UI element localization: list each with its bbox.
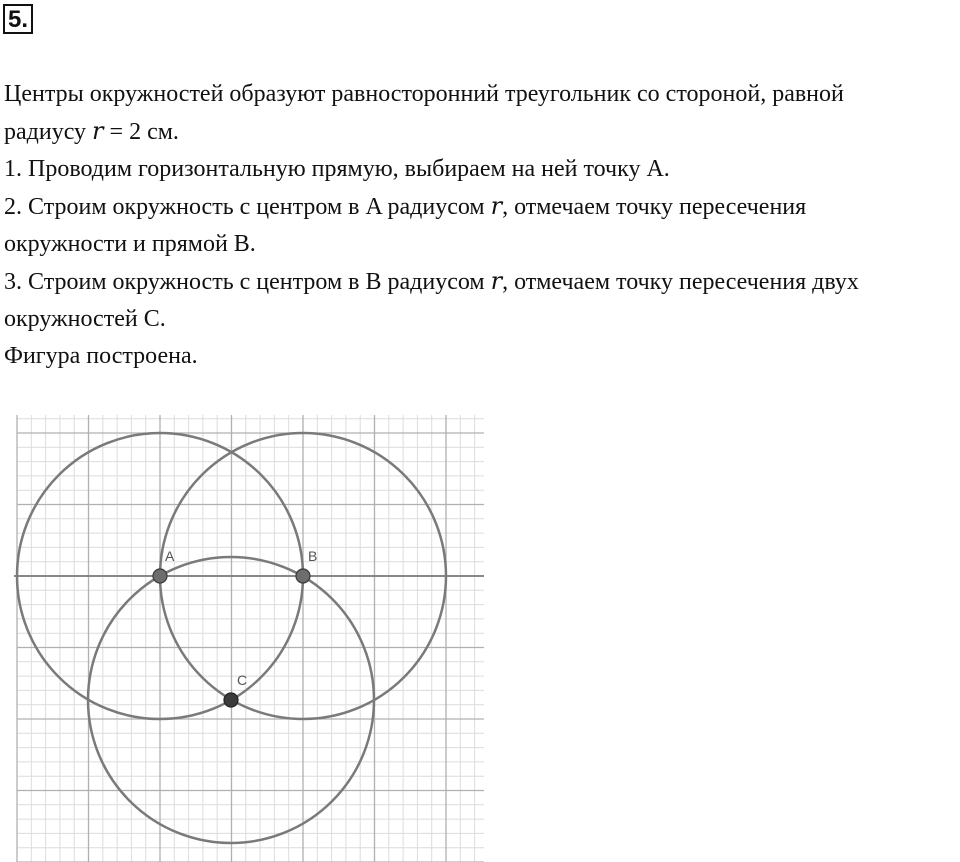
- step-3-variable: r: [490, 267, 503, 295]
- step-3: [4, 263, 959, 301]
- point-a: [153, 569, 167, 583]
- conclusion: Фигура построена.: [4, 343, 198, 369]
- step-2-continuation: окружности и прямой B.: [4, 231, 256, 257]
- step-2-prefix: 2. Строим окружность с центром в A радиусом: [4, 194, 491, 220]
- solution-text: [4, 76, 959, 375]
- step-2: [4, 188, 959, 226]
- grid: [17, 415, 484, 862]
- step-3-continuation: окружностей C.: [4, 306, 166, 332]
- step-3-prefix: 3. Строим окружность с центром в B радиусом: [4, 269, 491, 295]
- radius-variable: r: [92, 117, 104, 145]
- intro-line-1: Центры окружностей образуют равносторонний треугольник со стороной, равной: [4, 81, 844, 107]
- step-3-suffix: , отмечаем точку пересечения двух: [502, 269, 859, 295]
- point-c: [224, 693, 238, 707]
- point-b: [296, 569, 310, 583]
- step-2-suffix: , отмечаем точку пересечения: [502, 194, 807, 220]
- intro-line-2: [4, 113, 959, 151]
- construction-figure: [0, 410, 492, 862]
- point-a-label: A: [165, 548, 175, 564]
- step-2-variable: r: [490, 192, 503, 220]
- step-1: 1. Проводим горизонтальную прямую, выбираем на ней точку A.: [4, 156, 670, 182]
- intro-line-2-suffix: = 2 см.: [103, 119, 179, 145]
- point-c-label: C: [237, 672, 248, 688]
- problem-number: 5.: [3, 4, 33, 34]
- point-b-label: B: [308, 548, 318, 564]
- intro-line-2-prefix: радиусу: [4, 119, 93, 145]
